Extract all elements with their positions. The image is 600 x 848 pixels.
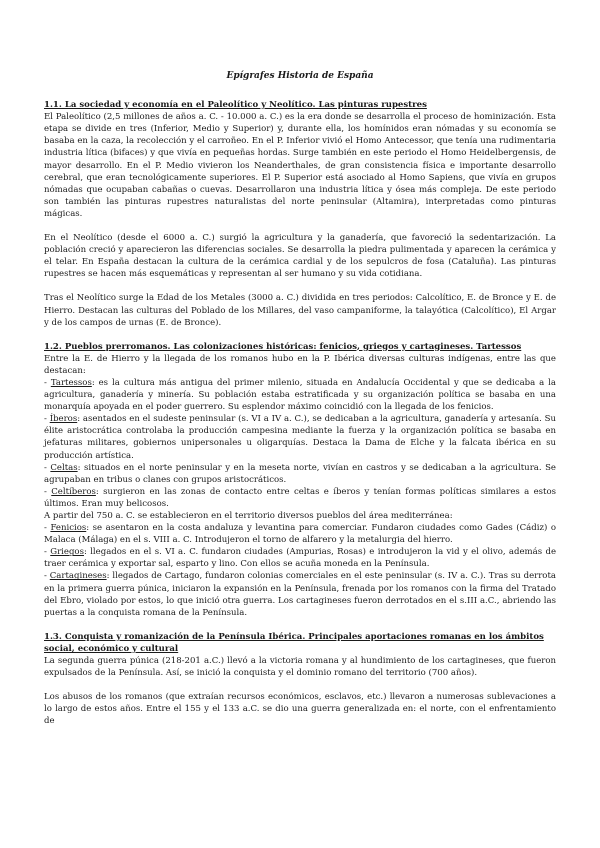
list-item: - Íberos: asentados en el sudeste peninsular (s. VI a IV a. C.), se dedicaban a la agricultura, ganadería y artesanía. Su élite aristocrática controlaba la producción campesina mediante la fuerza y la organización política se basaba en jefaturas militares, gobiernos unipersonales u oligarquías. Destaca la Dama de Elche y la falcata ibérica en su producción artística. (44, 414, 556, 461)
item-text: : se asentaron en la costa andaluza y levantina para comerciar. Fundaron ciudades como Gades (Cádiz) o Malaca (Málaga) en el s. VIII a. C. Introdujeron el torno de alfarero y la metalurgia del hierro. (44, 523, 556, 546)
section-1-2 (44, 341, 556, 619)
paragraph: Los abusos de los romanos (que extraían recursos económicos, esclavos, etc.) llevaron a numerosas sublevaciones a lo largo de estos años. Entre el 155 y el 133 a.C. se dio una guerra generalizada en: el norte, con el enfrentamiento de (44, 692, 556, 727)
term: Íberos (49, 414, 78, 425)
list-item: - Tartessos: es la cultura más antigua del primer milenio, situada en Andalucía Occidental y que se dedicaba a la agricultura, ganadería y minería. Su población estaba estratificada y su organización política se basaba en una monarquía apoyada en el poder guerrero. Su esplendor máximo coincidió con la llegada de los fenicios. (44, 377, 556, 413)
paragraph: A partir del 750 a. C. se establecieron en el territorio diversos pueblos del área mediterránea: (44, 511, 453, 521)
section-heading: 1.2. Pueblos prerromanos. Las colonizaciones históricas: fenicios, griegos y cartagineses. Tartessos (44, 341, 522, 352)
document-title: Epígrafes Historia de España (226, 71, 374, 81)
item-text: : llegados de Cartago, fundaron colonias comerciales en el este peninsular (s. IV a. C.). Tras su derrota en la primera guerra púnica, iniciaron la expansión en la Península, frenada por los romanos con la firma del Tratado del Ebro, violado por estos, lo que inició otra guerra. Los cartagineses fueron derrotados en el s.III a.C., abriendo las puertas a la conquista romana de la Península. (44, 571, 556, 618)
paragraph: La segunda guerra púnica (218-201 a.C.) llevó a la victoria romana y al hundimiento de los cartagineses, que fueron expulsados de la Península. Así, se inició la conquista y el dominio romano del territorio (700 años). (44, 656, 556, 679)
list-item: - Cartagineses: llegados de Cartago, fundaron colonias comerciales en el este peninsular (s. IV a. C.). Tras su derrota en la primera guerra púnica, iniciaron la expansión en la Península, frenada por los romanos con la firma del Tratado del Ebro, violado por estos, lo que inició otra guerra. Los cartagineses fueron derrotados en el s.III a.C., abriendo las puertas a la conquista romana de la Península. (44, 571, 556, 618)
paragraph: Tras el Neolítico surge la Edad de los Metales (3000 a. C.) dividida en tres periodos: Calcolítico, E. de Bronce y E. de Hierro. Destacan las culturas del Poblado de los Millares, del vaso campaniforme, la talayótica (Calcolítico), El Argar y de los campos de urnas (E. de Bronce). (44, 293, 556, 328)
term: Celtas (50, 462, 78, 473)
item-text: : situados en el norte peninsular y en la meseta norte, vivían en castros y se dedicaban a la agricultura. Se agrupaban en tribus o clanes con grupos aristocráticos. (44, 462, 556, 485)
item-text: : llegados en el s. VI a. C. fundaron ciudades (Ampurias, Rosas) e introdujeron la vid y el olivo, además de traer cerámica y exportar sal, esparto y lino. Con ellos se acuña moneda en la Península. (44, 547, 557, 570)
term: Cartagineses (49, 571, 107, 582)
list-item: - Griegos: llegados en el s. VI a. C. fundaron ciudades (Ampurias, Rosas) e introdujeron la vid y el olivo, además de traer cerámica y exportar sal, esparto y lino. Con ellos se acuña moneda en la Península. (44, 547, 557, 570)
item-text: : es la cultura más antigua del primer milenio, situada en Andalucía Occidental y que se dedicaba a la agricultura, ganadería y minería. Su población estaba estratificada y su organización política se basaba en una monarquía apoyada en el poder guerrero. Su esplendor máximo coincidió con la llegada de los fenicios. (44, 377, 556, 413)
term: Tartessos (50, 377, 92, 388)
term: Fenicios (50, 523, 87, 534)
section-heading: 1.1. La sociedad y economía en el Paleolítico y Neolítico. Las pinturas rupestres (44, 100, 427, 111)
list-item: - Celtas: situados en el norte peninsular y en la meseta norte, vivían en castros y se dedicaban a la agricultura. Se agrupaban en tribus o clanes con grupos aristocráticos. (44, 462, 556, 485)
term: Celtíberos (51, 486, 96, 497)
paragraph: El Paleolítico (2,5 millones de años a. C. - 10.000 a. C.) es la era donde se desarrolla el proceso de hominización. Esta etapa se divide en tres (Inferior, Medio y Superior) y, durante ella, los homínidos eran nómadas y su economía se basaba en la caza, la recolección y el carroñeo. En el P. Inferior vivió el Homo Antecessor, que tenía una rudimentaria industria lítica (bifaces) y que vivía en pequeñas hordas. Surge también en este periodo el Homo Heidelbergensis, de mayor desarrollo. En el P. Medio vivieron los Neanderthales, de gran consistencia física e importante desarrollo cerebral, que eran tecnológicamente superiores. El P. Superior está asociado al Homo Sapiens, que vivía en grupos nómadas que ocupaban cabañas o cuevas. Desarrollaron una industria lítica y ósea más compleja. De este periodo son también las pinturas rupestres naturalistas del norte peninsular (Altamira), interpretadas como pinturas mágicas. (44, 112, 556, 219)
section-heading: 1.3. Conquista y romanización de la Península Ibérica. Principales aportaciones romanas en los ámbitos social, económico y cultural (44, 631, 544, 654)
paragraph: Entre la E. de Hierro y la llegada de los romanos hubo en la P. Ibérica diversas culturas indígenas, entre las que destacan: (44, 353, 556, 376)
list-item: - Celtíberos: surgieron en las zonas de contacto entre celtas e íberos y tenían formas políticas similares a estos últimos. Eran muy belicosos. (44, 486, 557, 509)
list-item: - Fenicios: se asentaron en la costa andaluza y levantina para comerciar. Fundaron ciudades como Gades (Cádiz) o Malaca (Málaga) en el s. VIII a. C. Introdujeron el torno de alfarero y la metalurgia del hierro. (44, 523, 556, 546)
section-1-3 (44, 631, 556, 728)
item-text: : asentados en el sudeste peninsular (s. VI a IV a. C.), se dedicaban a la agricultura, ganadería y artesanía. Su élite aristocrática controlaba la producción campesina mediante la fuerza y la organización política se basaba en jefaturas militares, gobiernos unipersonales u oligarquías. Destaca la Dama de Elche y la falcata ibérica en su producción artística. (44, 414, 556, 461)
paragraph: En el Neolítico (desde el 6000 a. C.) surgió la agricultura y la ganadería, que favoreció la sedentarización. La población creció y aparecieron las diferencias sociales. Se desarrolla la piedra pulimentada y aparecen la cerámica y el telar. En España destacan la cultura de la cerámica cardial y de los sepulcros de fosa (Cataluña). Las pinturas rupestres se hacen más esquemáticas y representan al ser humano y su vida cotidiana. (44, 233, 556, 280)
term: Griegos (50, 547, 84, 558)
section-1-1 (44, 99, 556, 329)
item-text: : surgieron en las zonas de contacto entre celtas e íberos y tenían formas políticas similares a estos últimos. Eran muy belicosos. (44, 486, 557, 509)
